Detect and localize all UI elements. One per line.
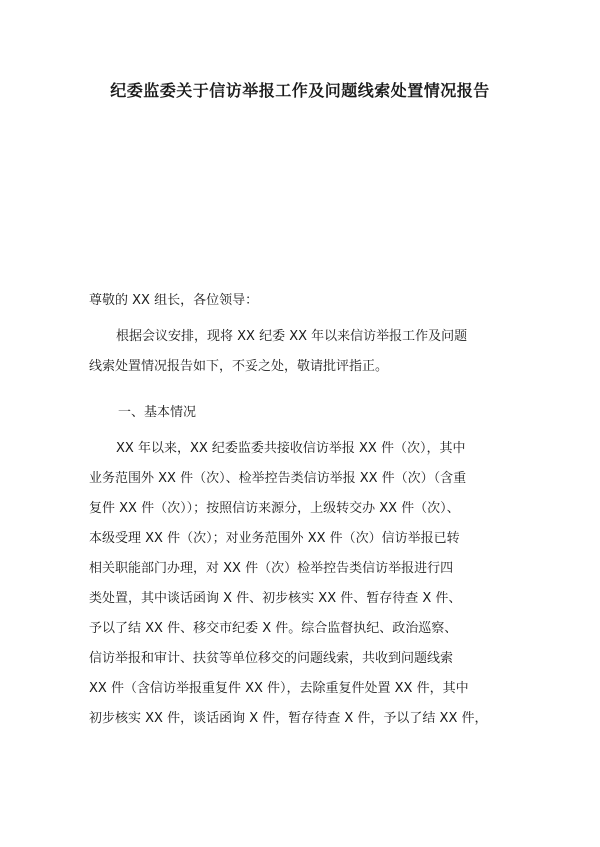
- paragraph-line: 复件 XX 件（次））；按照信访来源分，上级转交办 XX 件（次）、: [89, 501, 460, 516]
- paragraph-line: 业务范围外 XX 件（次）、检举控告类信访举报 XX 件（次）（含重: [89, 471, 467, 486]
- paragraph-line: 根据会议安排，现将 XX 纪委 XX 年以来信访举报工作及问题: [116, 329, 468, 344]
- paragraph-basic-situation: [89, 434, 516, 734]
- paragraph-line: 信访举报和审计、扶贫等单位移交的问题线索，共收到问题线索: [89, 651, 454, 666]
- paragraph-line: 相关职能部门办理，对 XX 件（次）检举控告类信访举报进行四: [89, 561, 454, 576]
- paragraph-line: XX 年以来，XX 纪委监委共接收信访举报 XX 件（次），其中: [116, 441, 466, 456]
- salutation: 尊敬的 XX 组长，各位领导：: [89, 293, 259, 308]
- paragraph-line: 初步核实 XX 件，谈话函询 X 件，暂存待查 X 件，予以了结 XX 件，: [89, 711, 488, 726]
- paragraph-line: 予以了结 XX 件、移交市纪委 X 件。综合监督执纪、政治巡察、: [89, 621, 458, 636]
- paragraph-line: 类处置，其中谈话函询 X 件、初步核实 XX 件、暂存待查 X 件、: [89, 591, 462, 606]
- paragraph-line: 线索处置情况报告如下，不妥之处，敬请批评指正。: [89, 359, 389, 374]
- paragraph-line: XX 件（含信访举报重复件 XX 件），去除重复件处置 XX 件，其中: [89, 681, 469, 696]
- paragraph-intro: [89, 322, 516, 382]
- paragraph-line: 本级受理 XX 件（次）；对业务范围外 XX 件（次）信访举报已转: [89, 531, 460, 546]
- section-heading: 一、基本情况: [118, 405, 197, 420]
- document-title: 纪委监委关于信访举报工作及问题线索处置情况报告: [110, 81, 490, 100]
